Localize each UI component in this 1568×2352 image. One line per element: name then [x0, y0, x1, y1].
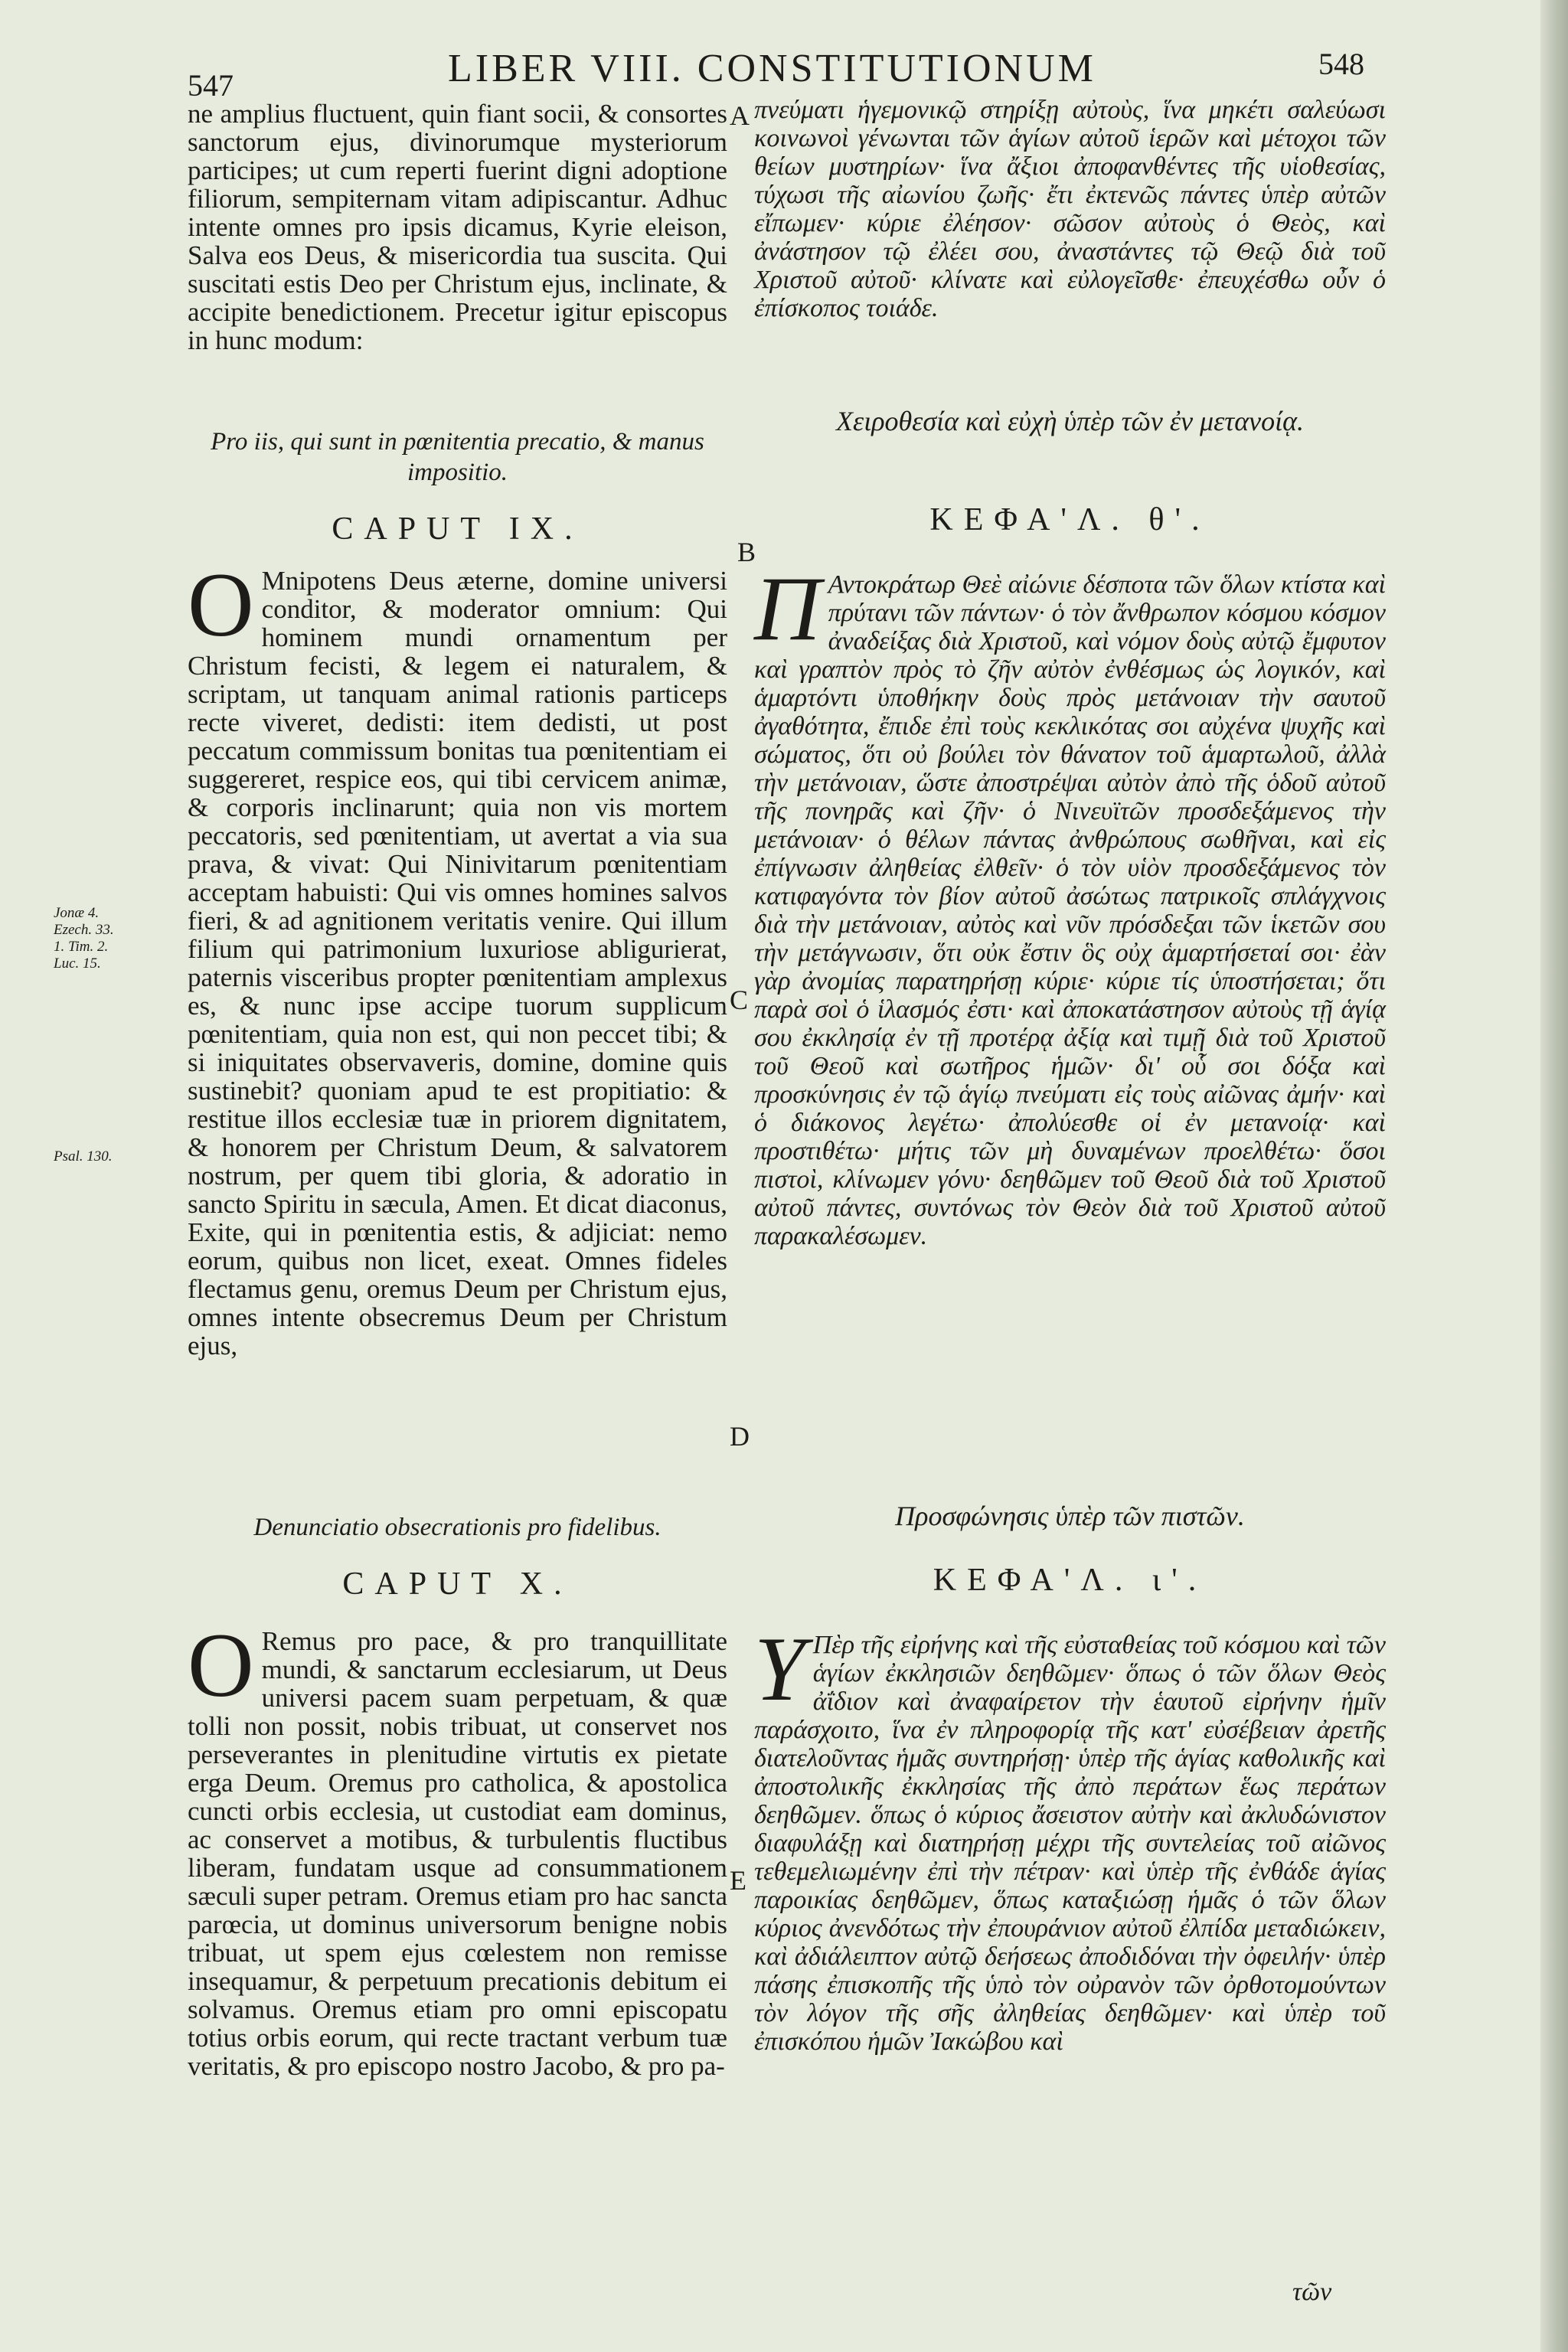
greek-prayer-x [754, 1618, 1386, 2056]
greek-caput-x: ΚΕΦΑ'Λ. ι'. [933, 1563, 1207, 1598]
latin-caput-ix: CAPUT IX. [332, 511, 583, 547]
latin-top-paragraph: ne amplius fluctuent, quin fiant socii, & consortes sanctorum ejus, divinorumque mysteriorum participes; ut cum reperti fuerint digni adoptione filiorum, sempiternam vitam adipiscantur. Adhuc intente omnes pro ipsis dicamus, Kyrie eleison, Salva eos Deus, & misericordia tua suscita. Qui suscitati estis Deo per Christum ejus, inclinate, & accipite benedictionem. Precetur igitur episcopus in hunc modum: [188, 99, 727, 355]
section-letter-d: D [730, 1421, 750, 1452]
drop-cap: Υ [754, 1618, 805, 1720]
section-letter-e: E [730, 1865, 746, 1896]
greek-subtitle-x: Προσφώνησις ὑπὲρ τῶν πιστῶν. [895, 1501, 1245, 1531]
running-header [0, 31, 1540, 103]
drop-cap: O [188, 554, 254, 655]
section-letter-b: B [737, 537, 756, 567]
latin-subtitle-x: Denunciatio obsecrationis pro fidelibus. [253, 1514, 662, 1541]
drop-cap: O [188, 1614, 254, 1716]
greek-subtitle-ix: Χειροθεσία καὶ εὐχὴ ὑπὲρ τῶν ἐν μετανοίᾳ. [836, 406, 1304, 436]
greek-prayer-ix [754, 557, 1386, 1250]
greek-column [754, 96, 1386, 322]
greek-paragraph-x: Πὲρ τῆς εἰρήνης καὶ τῆς εὐσταθείας τοῦ κόσμου καὶ τῶν ἁγίων ἐκκλησιῶν δεηθῶμεν· ὅπως ὁ τῶν ὅλων Θεὸς ἀΐδιον καὶ ἀναφαίρετον τὴν ἑαυτοῦ εἰρήνην ἡμῖν παράσχοιτο, ἵνα ἐν πληροφορίᾳ τῆς κατ' εὐσέβειαν ἀρετῆς διατελοῦντας ἡμᾶς συντηρήσῃ· ὑπὲρ τῆς ἁγίας καθολικῆς καὶ ἀποστολικῆς ἐκκλησίας τῆς ἀπὸ περάτων ἕως περάτων δεηθῶμεν. ὅπως ὁ κύριος ἄσειστον αὐτὴν καὶ ἀκλυδώνιστον διαφυλάξῃ καὶ διατηρήσῃ μέχρι τῆς συντελείας τοῦ αἰῶνος τεθεμελιωμένην ἐπὶ τὴν πέτραν· καὶ ὑπὲρ τῆς ἐνθάδε ἁγίας παροικίας δεηθῶμεν, ὅπως καταξιώσῃ ἡμᾶς ὁ τῶν ὅλων κύριος ἀνενδότως τὴν ἐπουράνιον αὐτοῦ ἐλπίδα μεταδιώκειν, καὶ ἀδιάλειπτον αὐτῷ δεήσεως ἀποδιδόναι τὴν ὀφειλήν· ὑπὲρ πάσης ἐπισκοπῆς τῆς ὑπὸ τὸν οὐρανὸν τῶν ὀρθοτομούντων τὸν λόγον τῆς σῆς ἀληθείας δεηθῶμεν· καὶ ὑπὲρ τοῦ ἐπισκόπου ἡμῶν Ἰακώβου καὶ [754, 1631, 1386, 2056]
page-number-right: 548 [1318, 47, 1364, 81]
latin-subtitle-ix: Pro iis, qui sunt in pœnitentia precatio, & manus impositio. [211, 428, 704, 486]
section-letter-c: C [730, 985, 749, 1015]
latin-prayer-x [188, 1614, 727, 2081]
page-number-left: 547 [188, 68, 234, 103]
latin-paragraph-ix: Mnipotens Deus æterne, domine universi conditor, & moderator omnium: Qui hominem mundi ornamentum per Christum fecisti, & legem ei naturalem, & scriptam, ut tanquam animal rationis particeps recte viveret, dedisti: item dedisti, ut post peccatum commissum bonitas tua pœnitentiam ei suggereret, respice eos, qui tibi cervicem animæ, & corporis inclinarunt; quia non vis mortem peccatoris, sed pœnitentiam, ut avertat a via sua prava, & vivat: Qui Ninivitarum pœnitentiam acceptam habuisti: Qui vis omnes homines salvos fieri, & ad agnitionem veritatis venire. Qui illum filium qui patrimonium luxuriose abligurierat, paternis visceribus propter pœnitentiam amplexus es, & nunc ipse accipe tuorum supplicum pœnitentiam, quia non est, qui non peccet tibi; & si iniquitates observaveris, domine, domine quis sustinebit? quoniam apud te est propitiatio: & restitue illos ecclesiæ tuæ in priorem dignitatem, & honorem per Christum Deum, & salvatorem nostrum, per quem tibi gloria, & adoratio in sancto Spiritu in sæcula, Amen. Et dicat diaconus, Exite, qui in pœnitentia estis, & adjiciat: nemo eorum, quibus non licet, exeat. Omnes fideles flectamus genu, oremus Deum per Christum ejus, omnes intente obsecremus Deum per Christum ejus, [188, 566, 727, 1361]
running-title: LIBER VIII. CONSTITUTIONUM [448, 47, 1096, 90]
latin-prayer-ix [188, 554, 727, 1361]
margin-references: Jonæ 4. Ezech. 33. 1. Tim. 2. Luc. 15. [54, 905, 114, 972]
greek-top-paragraph: πνεύματι ἡγεμονικῷ στηρίξῃ αὐτοὺς, ἵνα μηκέτι σαλεύωσι κοινωνοὶ γένωνται τῶν ἁγίων αὐτοῦ ἱερῶν καὶ μέτοχοι τῶν θείων μυστηρίων· ἵνα ἄξιοι ἀποφανθέντες τῆς υἱοθεσίας, τύχωσι τῆς αἰωνίου ζωῆς· ἔτι ἐκτενῶς πάντες ὑπὲρ αὐτῶν εἴπωμεν· κύριε ἐλέησον· σῶσον αὐτοὺς ὁ Θεὸς, καὶ ἀνάστησον τῷ ἐλέει σου, ἀναστάντες τῷ Θεῷ διὰ τοῦ Χριστοῦ αὐτοῦ· κλίνατε καὶ εὐλογεῖσθε· ἐπευχέσθω οὖν ὁ ἐπίσκοπος τοιάδε. [754, 96, 1386, 322]
section-letter-a: A [730, 100, 750, 131]
greek-paragraph-ix: Αντοκράτωρ Θεὲ αἰώνιε δέσποτα τῶν ὅλων κτίστα καὶ πρύτανι τῶν πάντων· ὁ τὸν ἄνθρωπον κόσμου κόσμον ἀναδείξας διὰ Χριστοῦ, καὶ νόμον δοὺς αὐτῷ ἔμφυτον καὶ γραπτὸν πρὸς τὸ ζῆν αὐτὸν ἐνθέσμως ὡς λογικόν, καὶ ἁμαρτόντι ὑποθήκην δοὺς πρὸς μετάνοιαν τὴν σαυτοῦ ἀγαθότητα, ἔπιδε ἐπὶ τοὺς κεκλικότας σοι αὐχένα ψυχῆς καὶ σώματος, ὅτι οὐ βούλει τὸν θάνατον τοῦ ἁμαρτωλοῦ, ἀλλὰ τὴν μετάνοιαν, ὥστε ἀποστρέψαι αὐτὸν ἀπὸ τῆς ὁδοῦ αὐτοῦ τῆς πονηρᾶς καὶ ζῆν· ὁ Νινευϊτῶν προσδεξάμενος τὴν μετάνοιαν· ὁ θέλων πάντας ἀνθρώπους σωθῆναι, καὶ εἰς ἐπίγνωσιν ἀληθείας ἐλθεῖν· ὁ τὸν υἱὸν προσδεξάμενος τὸν κατιφαγόντα τὸν βίον αὐτοῦ ἀσώτως πατρικοῖς σπλάγχνοις διὰ τὴν μετάνοιαν, αὐτὸς καὶ νῦν πρόσδεξαι τῶν ἱκετῶν σου τὴν μετάγνωσιν, ὅτι οὐκ ἔστιν ὃς οὐχ ἁμαρτήσεταί σοι· ἐὰν γὰρ ἀνομίας παρατηρήσῃ κύριε· κύριε τίς ὑποστήσεται; ὅτι παρὰ σοὶ ὁ ἱλασμός ἐστι· καὶ ἀποκατάστησον αὐτοὺς τῇ ἁγίᾳ σου ἐκκλησίᾳ ἐν τῇ προτέρᾳ ἀξίᾳ καὶ τιμῇ διὰ τοῦ Χριστοῦ τοῦ Θεοῦ καὶ σωτῆρος ἡμῶν· δι' οὗ σοι δόξα καὶ προσκύνησις ἐν τῷ ἁγίῳ πνεύματι εἰς τοὺς αἰῶνας ἀμήν· καὶ ὁ διάκονος λεγέτω· ἀπολύεσθε οἱ ἐν μετανοίᾳ· καὶ προστιθέτω· μήτις τῶν μὴ δυναμένων προελθέτω· ὅσοι πιστοὶ, κλίνωμεν γόνυ· δεηθῶμεν τοῦ Θεοῦ διὰ τοῦ Χριστοῦ αὐτοῦ πάντες, συντόνως τὸν Θεὸν διὰ τοῦ Χριστοῦ αὐτοῦ παρακαλέσωμεν. [754, 570, 1386, 1250]
latin-paragraph-x: Remus pro pace, & pro tranquillitate mundi, & sanctarum ecclesiarum, ut Deus universi pacem suam perpetuam, & quæ tolli non possit, nobis tribuat, ut conservet nos perseverantes in plenitudine virtutis ex pietate erga Deum. Oremus pro catholica, & apostolica cuncti orbis ecclesia, ut custodiat eam dominus, ac conservet a motibus, & turbulentis fluctibus liberam, fundatam usque ad consummationem sæculi super petram. Oremus etiam pro hac sancta parœcia, ut dominus universorum benigne nobis tribuat, ut spem ejus cœlestem non remisse insequamur, & perpetuum precationis debitum ei solvamus. Oremus etiam pro omni episcopatu totius orbis eorum, qui recte tractant verbum tuæ veritatis, & pro episcopo nostro Jacobo, & pro pa- [188, 1626, 727, 2081]
margin-reference-psalm: Psal. 130. [54, 1148, 113, 1165]
greek-caput-ix: ΚΕΦΑ'Λ. θ'. [929, 502, 1210, 537]
catchword: τῶν [1292, 2278, 1332, 2306]
latin-caput-x: CAPUT X. [342, 1566, 573, 1602]
drop-cap: Π [754, 557, 821, 659]
latin-column [188, 100, 727, 354]
page-edge [1540, 0, 1568, 2352]
